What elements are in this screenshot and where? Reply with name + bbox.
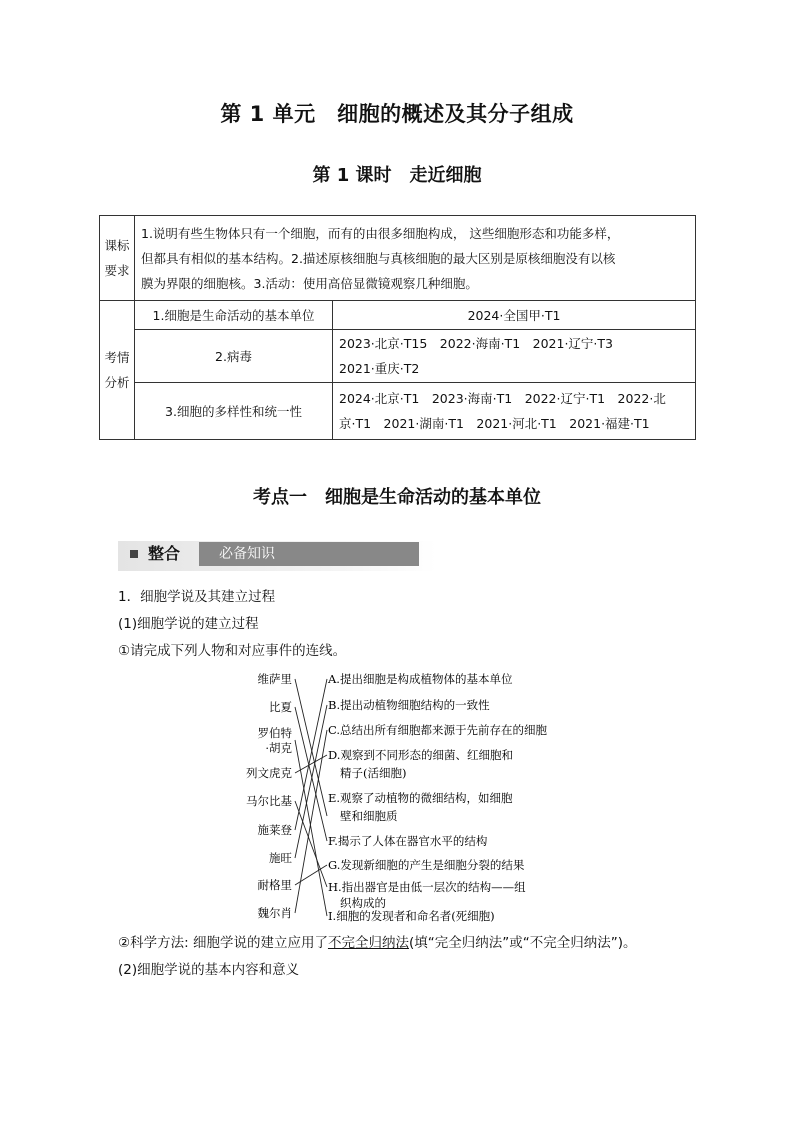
- person-name: 魏尔肖: [257, 906, 292, 920]
- banner-label: 整合: [148, 544, 181, 563]
- ref-line: 京·T1 2021·湖南·T1 2021·河北·T1 2021·福建·T1: [339, 416, 650, 431]
- question-1: ①请完成下列人物和对应事件的连线。: [118, 643, 347, 659]
- person-name: 施旺: [269, 851, 292, 865]
- ref-line: 2024·北京·T1 2023·海南·T1 2022·辽宁·T1 2022·北: [339, 391, 666, 406]
- person-name: 施莱登: [257, 823, 292, 837]
- exam-label: [100, 301, 135, 440]
- event-text: F.揭示了人体在器官水平的结构: [328, 834, 488, 848]
- refs-cell: [333, 301, 696, 330]
- person-name: 马尔比基: [246, 794, 292, 808]
- event-text: I.细胞的发现者和命名者(死细胞): [328, 909, 495, 923]
- question-2: [118, 934, 636, 952]
- topic-cell: 3.细胞的多样性和统一性: [135, 383, 333, 440]
- topic-cell: 2.病毒: [135, 330, 333, 383]
- ref-line: 2024·全国甲·T1: [467, 307, 561, 323]
- person-name: 比夏: [269, 700, 292, 714]
- event-text: C.总结出所有细胞都来源于先前存在的细胞: [328, 723, 548, 737]
- req-line: 膜为界限的细胞核。3.活动：使用高倍显微镜观察几种细胞。: [141, 275, 478, 291]
- heading-1: 1．细胞学说及其建立过程: [118, 589, 276, 605]
- event-text: D.观察到不同形态的细菌、红细胞和: [328, 748, 513, 762]
- topic-cell: 1.细胞是生命活动的基本单位: [135, 301, 333, 330]
- match-line: [295, 740, 327, 916]
- person-name: 列文虎克: [246, 766, 292, 780]
- square-bullet-icon: [130, 550, 138, 558]
- req-label-2: 要求: [104, 263, 130, 278]
- match-line: [295, 801, 327, 887]
- req-label-1: 课标: [104, 238, 130, 253]
- matching-diagram: [230, 665, 560, 927]
- event-text: H.指出器官是由低一层次的结构——组: [328, 880, 526, 894]
- ref-line: 2021·重庆·T2: [339, 361, 420, 376]
- heading-1a: (1)细胞学说的建立过程: [118, 616, 259, 632]
- match-line: [295, 679, 327, 830]
- knowledge-banner: [118, 541, 436, 571]
- section-title: 考点一 细胞是生命活动的基本单位: [253, 487, 541, 508]
- person-name: 耐格里: [257, 878, 292, 892]
- question-2-answer: 不完全归纳法: [327, 935, 409, 951]
- heading-1b: (2)细胞学说的基本内容和意义: [118, 962, 300, 978]
- req-line: 但都具有相似的基本结构。2.描述原核细胞与真核细胞的最大区别是原核细胞没有以核: [141, 250, 616, 266]
- person-name: ·胡克: [265, 741, 292, 755]
- question-2-prefix: ②科学方法: 细胞学说的建立应用了: [118, 935, 328, 951]
- person-name: 罗伯特: [257, 726, 292, 740]
- person-name: 维萨里: [257, 672, 292, 686]
- question-2-suffix: (填“完全归纳法”或“不完全归纳法”)。: [408, 935, 637, 951]
- req-label: [100, 216, 135, 301]
- banner-tag: 必备知识: [199, 542, 419, 566]
- refs-cell: [333, 383, 696, 440]
- req-line: 1.说明有些生物体只有一个细胞，而有的由很多细胞构成， 这些细胞形态和功能多样，: [141, 225, 620, 241]
- req-content: [135, 216, 696, 301]
- event-text: B.提出动植物细胞结构的一致性: [328, 698, 490, 712]
- refs-cell: [333, 330, 696, 383]
- standards-table: [99, 215, 696, 440]
- lesson-title: 第 1 课时 走近细胞: [312, 165, 482, 186]
- event-text: G.发现新细胞的产生是细胞分裂的结果: [328, 858, 525, 872]
- event-text: 精子(活细胞): [340, 766, 407, 780]
- event-text: E.观察了动植物的微细结构，如细胞: [328, 791, 513, 805]
- ref-line: 2023·北京·T15 2022·海南·T1 2021·辽宁·T3: [339, 336, 613, 351]
- event-text: 织构成的: [340, 896, 386, 910]
- exam-label-1: 考情: [104, 350, 130, 365]
- event-text: 壁和细胞质: [340, 809, 398, 823]
- exam-label-2: 分析: [104, 375, 130, 390]
- event-text: A.提出细胞是构成植物体的基本单位: [328, 672, 513, 686]
- unit-title: 第 1 单元 细胞的概述及其分子组成: [220, 102, 574, 126]
